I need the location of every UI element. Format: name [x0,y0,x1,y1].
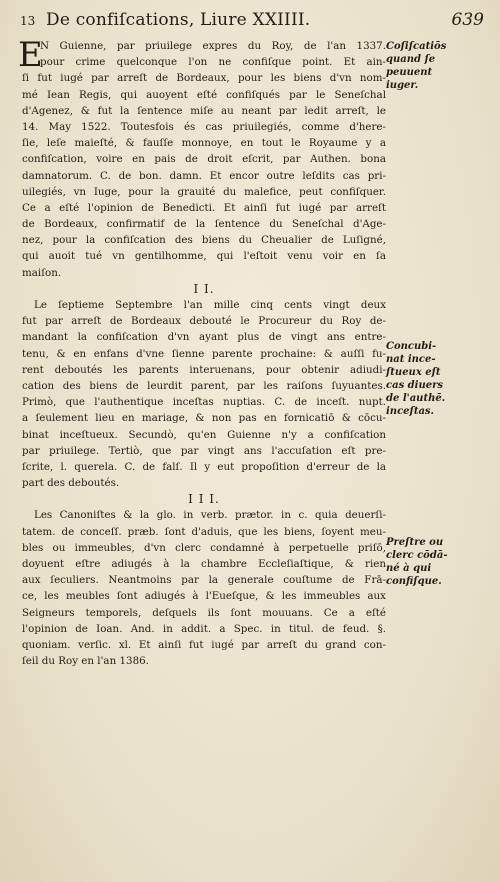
paragraph-line: rent deboutés les parents interuenans, pour obtenir adiudi- [22,363,386,376]
paragraph-line: Le ſeptieme Septembre l'an mille cinq cents vingt deux [34,299,386,311]
main-text [18,35,386,669]
paragraph-line: part des deboutés. [22,477,120,490]
paragraph-line: mandant la confiſcation d'vn ayant plus de vingt ans entre- [22,331,386,344]
margin-note-confiscations: Coſiſcatiōs quand ſe peuuent iuger. [386,41,447,91]
paragraph-line: aux ſeculiers. Neantmoins par la generale couſtume de Frā- [22,574,386,587]
running-title: De confiſcations, Liure XXIIII. [46,10,311,30]
drop-cap: E [18,35,43,75]
paragraph-line: Seigneurs temporels, deſquels ils ſont mouuans. Ce a eſté [22,606,386,619]
paragraph-line: par priuilege. Tertiò, que par vingt ans l'accuſation eſt pre- [22,444,386,457]
page-number: 639 [451,10,484,30]
paragraph-line: ſi fut iugé par arreſt de Bordeaux, pour les biens d'vn nom- [22,72,386,85]
paragraph-line: l'opinion de Ioan. And. in addit. a Spec. in titul. de feud. §. [22,622,386,635]
paragraph-line: de Bordeaux, confirmatif de la ſentence du Seneſchal d'Age- [22,218,386,231]
paragraph-line: a ſeulement lieu en mariage, & non pas en fornicatiō & cōcu- [22,412,386,425]
paragraph-line: ſcrite, l. querela. C. de falſ. Il y eut propoſition d'erreur de la [22,460,386,473]
paragraph-line: nez, pour la confiſcation des biens du Cheualier de Luſigné, [22,234,386,247]
paragraph-line: damnatorum. C. de bon. damn. Et encor outre leſdits cas pri- [22,169,386,182]
paragraph-line: Primò, que l'authentique inceſtas nuptias. C. de inceſt. nupt. [22,396,386,409]
signature-mark: 13 [20,14,36,28]
paragraph-line: ſeil du Roy en l'an 1386. [22,655,149,668]
section-3 [22,491,386,669]
paragraph-line: fut par arreſt de Bordeaux debouté le Procureur du Roy de- [22,315,386,328]
paragraph-line: quoniam. verſic. xl. Et ainſi fut iugé par arreſt du grand con- [22,638,386,651]
section-number: I I I. [188,492,220,507]
paragraph-line: ſie, leſe maieſté, & fauſſe monnoye, en tout le Royaume y a [22,137,386,150]
paragraph-line: pour crime quelconque l'on ne confiſque point. Et ain- [40,56,386,69]
paragraph-line: binat inceſtueux. Secundò, qu'en Guienne n'y a confiſcation [22,428,386,441]
paragraph-line: Les Canoniſtes & la glo. in verb. prætor. in c. quia deuerſi- [34,509,386,522]
paragraph-line: mé Iean Regis, qui auoyent eſté confiſqués par le Seneſchal [22,88,386,101]
paragraph-line: tatem. de conceſſ. præb. ſont d'aduis, que les biens, ſoyent meu- [22,525,386,538]
margin-note-clerc: Preſtre ou clerc cōdā- né à qui confiſque. [386,537,448,587]
section-number: I I. [193,281,215,296]
paragraph-line: Ce a eſté l'opinion de Benedicti. Et ainſi fut iugé par arreſt [22,201,386,214]
paragraph-line: cation des biens de leurdit parent, par les raiſons ſuyuantes. [22,379,386,392]
paragraph-line: bles ou immeubles, d'vn clerc condamné à perpetuelle priſō, [22,541,386,554]
paragraph-line: tenu, & en enfans d'vne ſienne parente prochaine: & auſſi fu- [22,347,386,360]
paragraph-line: qui auoit tué vn gentilhomme, qui l'eſtoit venu voir en ſa [22,250,386,263]
margin-note-concubinat: Concubi- nat ince- ſtueux eſt cas diuers de l'authē. inceſtas. [386,341,446,417]
paragraph-line: d'Agenez, & fut la ſentence miſe au neant par ledit arreſt, le [22,104,386,117]
section-1 [18,35,386,281]
paragraph-line: maiſon. [22,266,62,279]
paragraph-line: ce, les meubles ſont adiugés à l'Eueſque, & les immeubles aux [22,590,386,603]
section-2 [22,281,386,491]
paragraph-line: 14. May 1522. Toutesfois és cas priuilegiés, comme d'here- [22,120,386,133]
running-header [20,8,488,36]
paragraph-line: E N Guienne, par priuilege expres du Roy, de l'an 1337. [18,35,386,75]
paragraph-line: confiſcation, voire en pais de droit eſcrit, par Authen. bona [22,153,386,166]
paragraph-line: uilegiés, vn Iuge, pour la grauité du malefice, peut confiſquer. [22,185,386,198]
paragraph-line: doyuent eſtre adiugés à la chambre Eccleſiaſtique, & rien [22,558,386,570]
